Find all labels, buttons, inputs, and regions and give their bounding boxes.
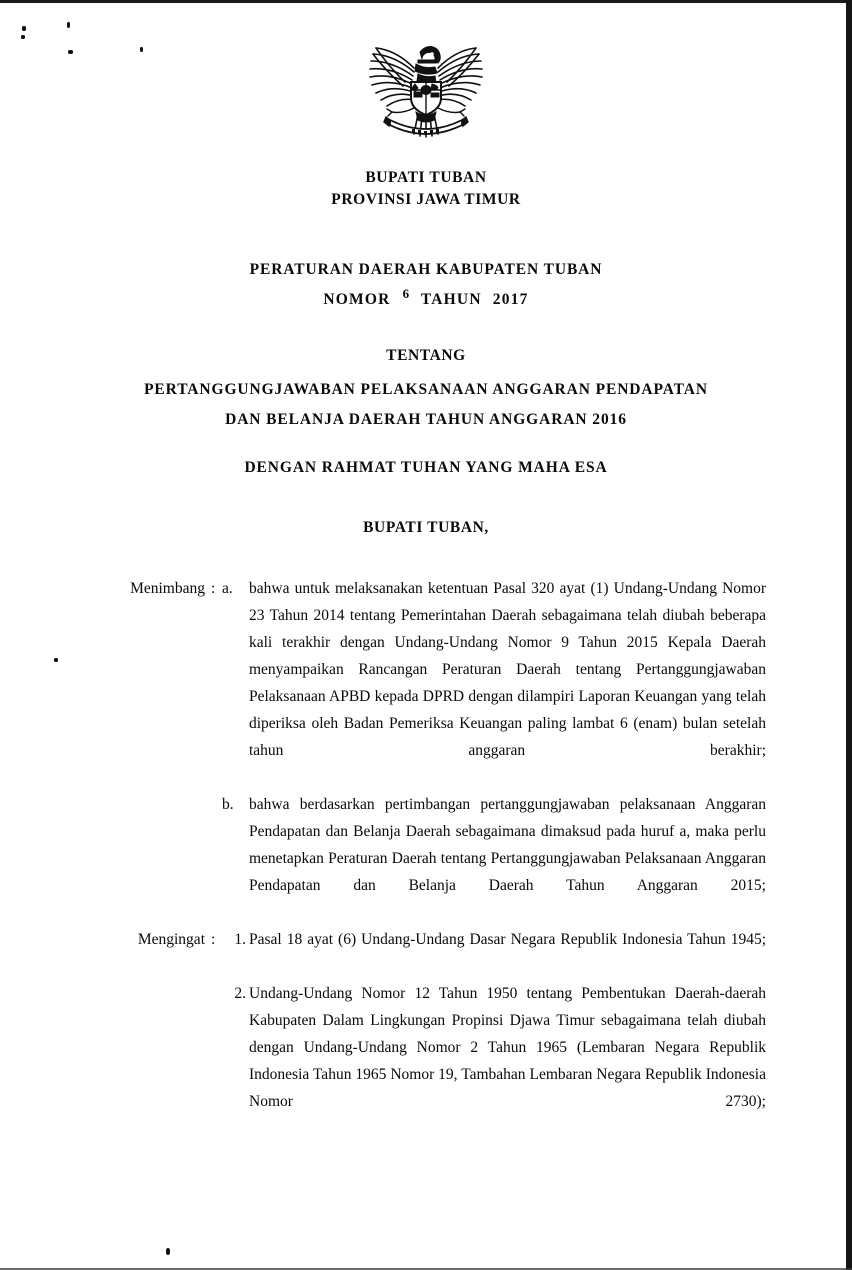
- scan-speck: [67, 22, 70, 28]
- scan-edge-top: [0, 0, 852, 3]
- clause-colon: :: [211, 580, 216, 597]
- invocation-text: DENGAN RAHMAT TUHAN YANG MAHA ESA: [244, 459, 608, 476]
- clause-item: [0, 980, 852, 1142]
- clause-item: [0, 926, 852, 980]
- scan-speck: [22, 26, 26, 31]
- clause-colon: :: [211, 931, 216, 948]
- clauses-section: [0, 575, 852, 1142]
- clause-text-menimbang-b: bahwa berdasarkan pertimbangan pertanggungjawaban pelaksanaan Anggaran Pendapatan dan Belanja Daerah sebagaimana dimaksud pada huruf a, maka perlu menetapkan Peraturan Daerah tentang Pertanggungjawaban Pelaksanaan Anggaran Pendapatan dan Belanja Daerah Tahun Anggaran 2015;: [249, 796, 766, 894]
- tentang-label: TENTANG: [386, 347, 466, 364]
- tahun-value: 2017: [492, 291, 529, 308]
- header-line-bupati: BUPATI TUBAN: [365, 169, 487, 186]
- nomor-value: 6: [402, 286, 410, 301]
- regulation-title-block: [0, 259, 852, 311]
- clause-marker-1: 1.: [234, 931, 246, 948]
- invocation-block: [0, 457, 852, 479]
- clause-marker-2: 2.: [234, 985, 246, 1002]
- subject-line-1: PERTANGGUNGJAWABAN PELAKSANAAN ANGGARAN PENDAPATAN: [144, 381, 708, 398]
- clause-marker-b: b.: [222, 796, 234, 813]
- clause-item: [0, 791, 852, 926]
- signatory-authority-text: BUPATI TUBAN,: [363, 519, 489, 536]
- clause-marker-a: a.: [222, 580, 233, 597]
- scan-speck: [166, 1248, 170, 1255]
- clause-item: [0, 575, 852, 791]
- about-block: [0, 345, 852, 431]
- garuda-pancasila-emblem: [0, 38, 852, 150]
- issuing-authority-header: [0, 167, 852, 211]
- signatory-authority-block: [0, 517, 852, 539]
- clause-label-menimbang: Menimbang: [130, 580, 205, 597]
- subject-line-2: DAN BELANJA DAERAH TAHUN ANGGARAN 2016: [225, 411, 627, 428]
- clause-label-mengingat: Mengingat: [137, 931, 205, 948]
- header-line-provinsi: PROVINSI JAWA TIMUR: [331, 191, 521, 208]
- clause-text-menimbang-a: bahwa untuk melaksanakan ketentuan Pasal 320 ayat (1) Undang-Undang Nomor 23 Tahun 2014 tentang Pemerintahan Daerah sebagaimana telah diubah beberapa kali terakhir dengan Undang-Undang Nomor 9 Tahun 2015 Kepala Daerah menyampaikan Rancangan Peraturan Daerah tentang Pertanggungjawaban Pelaksanaan APBD kepada DPRD dengan dilampiri Laporan Keuangan yang telah diperiksa oleh Badan Pemeriksa Keuangan paling lambat 6 (enam) bulan setelah tahun anggaran berakhir;: [249, 580, 766, 759]
- nomor-label: NOMOR: [323, 291, 391, 308]
- clause-text-mengingat-2: Undang-Undang Nomor 12 Tahun 1950 tentang Pembentukan Daerah-daerah Kabupaten Dalam Lingkungan Propinsi Djawa Timur sebagaimana telah diubah dengan Undang-Undang Nomor 2 Tahun 1965 (Lembaran Negara Republik Indonesia Tahun 1965 Nomor 19, Tambahan Lembaran Negara Republik Indonesia Nomor 2730);: [249, 985, 766, 1110]
- regulation-title: PERATURAN DAERAH KABUPATEN TUBAN: [249, 261, 603, 278]
- regulation-number-line: [0, 286, 852, 311]
- clause-group-mengingat: [0, 926, 852, 1142]
- clause-group-menimbang: [0, 575, 852, 926]
- tahun-label: TAHUN: [420, 291, 482, 308]
- clause-text-mengingat-1: Pasal 18 ayat (6) Undang-Undang Dasar Negara Republik Indonesia Tahun 1945;: [249, 931, 766, 948]
